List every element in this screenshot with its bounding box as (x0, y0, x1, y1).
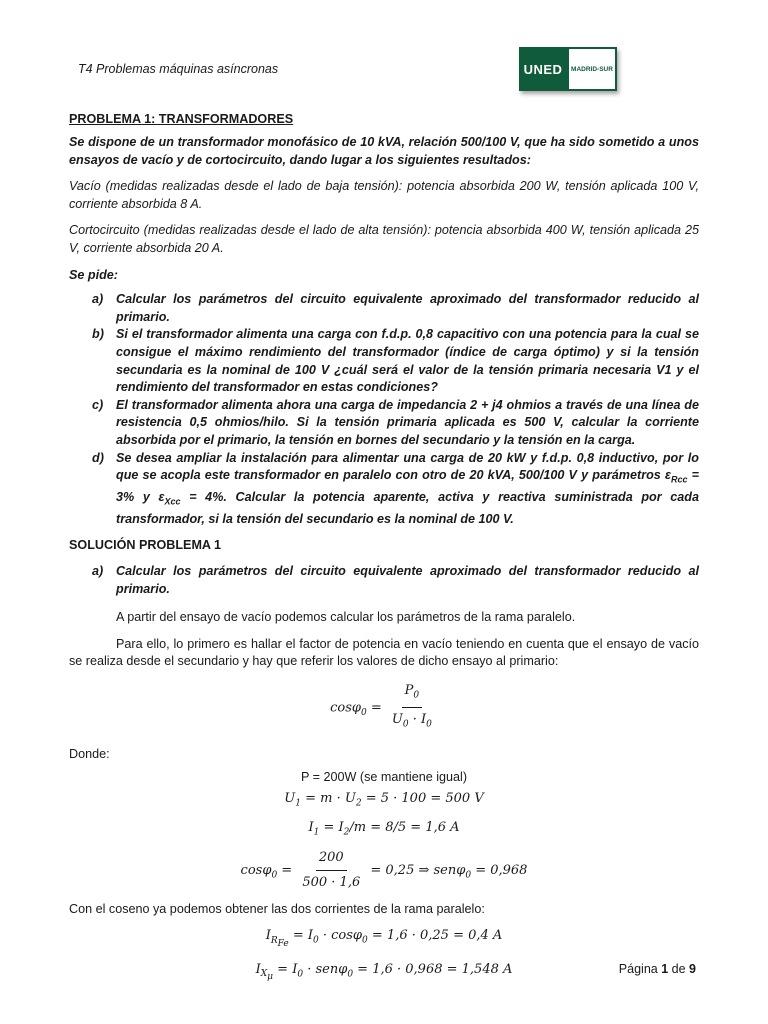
power-note: P = 200W (se mantiene igual) (300, 770, 468, 785)
question-item (69, 291, 699, 326)
problem-heading: PROBLEMA 1: TRANSFORMADORES (69, 112, 294, 126)
epsilon-rcc-sub: Rcc (670, 474, 688, 485)
question-label: a) (92, 292, 104, 307)
eq-term: = I (323, 819, 344, 835)
question-text: Calcular los parámetros del circuito equivalente aproximado del transformador reducido al primario. (116, 292, 699, 324)
equation-ixmu: $I_{X_\mu} = I_0 \cdot sen\varphi_0 = 1,6 \cdot 0,968 = 1,548$ A (255, 961, 513, 983)
equation-i1: $I_1 = I_2/m = 8/5 = 1,6$ A (308, 819, 460, 838)
fraction: $\frac{P_0}{U_0 \cdot I_0}$ (389, 680, 435, 736)
footer-de: de (671, 962, 686, 976)
epsilon-rcc: ε (664, 468, 671, 483)
eq-term: /m = 8/5 = 1,6 A (349, 819, 460, 835)
eq-term: = I (288, 928, 314, 944)
solution-paragraph: Para ello, lo primero es hallar el factor de potencia en vacío teniendo en cuenta que el ensayo de vacío se realiza desde el secundario y hay que referir los valores de dicho ensayo al primario: (69, 636, 699, 669)
footer-total-pages: 9 (689, 962, 696, 976)
question-label: a) (92, 563, 104, 578)
problem-cortocircuito: Cortocircuito (medidas realizadas desde el lado de alta tensión): potencia absorbida 400 W, tensión aplicada 25 V, corriente absorbida 20 A. (69, 223, 699, 255)
equation-cos-value: cosφ$_0$ = $\frac{200}{500 \cdot 1,6}$ = 0,25 ⇒ senφ$_0$ = 0,968 (69, 847, 699, 894)
question-list (69, 291, 699, 529)
eq-term: = 1,6 · 0,25 = 0,4 A (367, 928, 503, 944)
eq-term: U (391, 712, 403, 728)
question-text: El transformador alimenta ahora una carga de impedancia 2 + j4 ohmios a través de una línea de resistencia 0,5 ohmios/hilo. Si la tensión primaria aplicada es 500 V, calcular la corriente absorbida por el primario, la tensión en bornes del secundario y la tensión en la carga. (116, 397, 699, 447)
equation-u1: $U_1 = m \cdot U_2 = 5 \cdot 100 = 500$ V (284, 791, 484, 809)
question-item (69, 397, 699, 450)
question-item (69, 563, 699, 598)
document-header-title: T4 Problemas máquinas asíncronas (78, 62, 279, 76)
epsilon-xcc: ε (158, 490, 165, 505)
eq-term: · I (408, 712, 427, 728)
eq-term: · cosφ (318, 928, 363, 944)
equation-cos-phi0: cosφ$_0$ = $\frac{P_0}{U_0 \cdot I_0}$ (69, 680, 699, 736)
question-label: c) (92, 397, 104, 412)
eq-term: = 5 · 100 = 500 V (361, 791, 484, 807)
eq-term: P (404, 682, 414, 698)
eq-term: = m · U (305, 791, 356, 807)
question-item (69, 450, 699, 529)
epsilon-xcc-sub: Xcc (164, 496, 181, 507)
logo-sub-text: MADRID-SUR (567, 47, 617, 91)
question-text-part: = 4%. Calcular la potencia aparente, activa y reactiva suministrada por cada transformador, si la tensión del secundario es la nominal de 100 V. (116, 490, 699, 527)
solution-paragraph: Con el coseno ya podemos obtener las dos corrientes de la rama paralelo: (69, 902, 485, 917)
fraction (299, 847, 363, 894)
eq-term: = 0,25 ⇒ senφ (370, 863, 466, 879)
logo-main-text: UNED (519, 47, 567, 91)
solution-question (69, 563, 699, 598)
question-text-part: Se desea ampliar la instalación para alimentar una carga de 20 kW y f.d.p. 0,8 inductivo, por lo que se acopla este transformador en paralelo con otro de 20 kVA, 500/100 V y parámetros (116, 450, 699, 483)
footer-current-page: 1 (661, 962, 669, 976)
question-text: Si el transformador alimenta una carga con f.d.p. 0,8 capacitivo con una potencia para la cual se consigue el máximo rendimiento del transformador (índice de carga óptimo) y si la tensión secundaria es la nominal de 100 V ¿cuál será el valor de la tensión primaria necesaria V1 y el rendimiento del transformador en estas condiciones? (116, 327, 699, 395)
solution-heading: SOLUCIÓN PROBLEMA 1 (69, 537, 222, 552)
question-text: Calcular los parámetros del circuito equivalente aproximado del transformador reducido al primario. (116, 563, 699, 596)
solution-paragraph: A partir del ensayo de vacío podemos calcular los parámetros de la rama paralelo. (116, 610, 576, 625)
equation-irfe: $I_{R_{Fe}} = I_0 \cdot \cos\varphi_0 = 1,6 \cdot 0,25 = 0,4$ A (265, 928, 503, 949)
question-text-part: = 3% y (116, 468, 699, 505)
eq-term: 200 (316, 847, 347, 871)
footer-pagina: Página (618, 962, 658, 976)
page-body (69, 112, 699, 988)
eq-term: cosφ (330, 700, 361, 716)
eq-term: = 1,6 · 0,968 = 1,548 A (353, 961, 513, 977)
uned-logo (519, 47, 617, 91)
question-item (69, 326, 699, 396)
question-label: d) (92, 450, 104, 465)
eq-term: 500 · 1,6 (302, 875, 361, 891)
eq-term: = 0,968 (471, 863, 528, 879)
donde-label: Donde: (69, 747, 110, 762)
problem-se-pide: Se pide: (69, 267, 118, 282)
eq-term: cosφ (240, 863, 272, 879)
eq-term: · senφ (303, 961, 348, 977)
problem-intro: Se dispone de un transformador monofásico de 10 kVA, relación 500/100 V, que ha sido sometido a unos ensayos de vacío y de cortocircuito, dando lugar a los siguientes resultados: (69, 135, 699, 167)
problem-vacio: Vacío (medidas realizadas desde el lado de baja tensión): potencia absorbida 200 W, tensión aplicada 100 V, corriente absorbida 8 A. (69, 179, 699, 211)
eq-term: = I (273, 961, 298, 977)
question-label: b) (92, 327, 104, 342)
page-footer (619, 962, 696, 976)
